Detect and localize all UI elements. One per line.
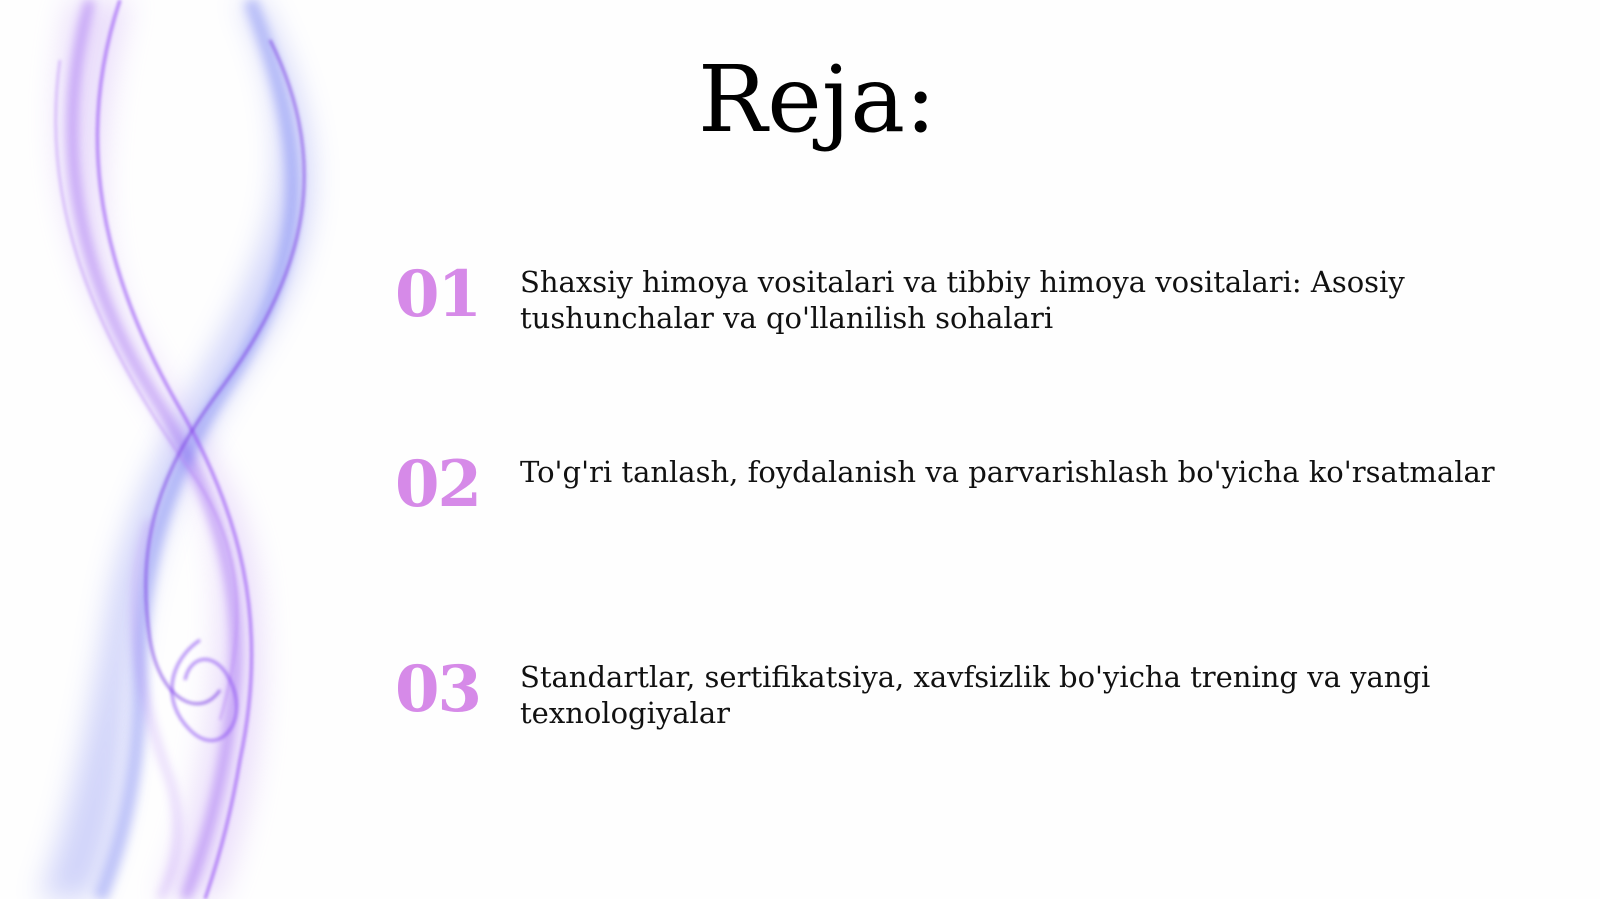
agenda-item-2 [395, 445, 1535, 545]
agenda-item-1 [395, 255, 1535, 355]
agenda-item-text: To'g'ri tanlash, foydalanish va parvarishlash bo'yicha ko'rsatmalar [520, 455, 1495, 489]
agenda-item-3 [395, 650, 1535, 750]
purple-smoke-decoration [0, 0, 420, 899]
agenda-item-number: 02 [395, 447, 481, 522]
slide-title: Reja: [698, 46, 937, 153]
agenda-item-number: 01 [395, 257, 481, 332]
agenda-item-text: Standartlar, sertifikatsiya, xavfsizlik bo'yicha trening va yangi texnologiyalar [520, 660, 1431, 730]
agenda-item-number: 03 [395, 652, 481, 727]
agenda-item-text: Shaxsiy himoya vositalari va tibbiy himoya vositalari: Asosiy tushunchalar va qo'llanilish sohalari [520, 265, 1405, 335]
